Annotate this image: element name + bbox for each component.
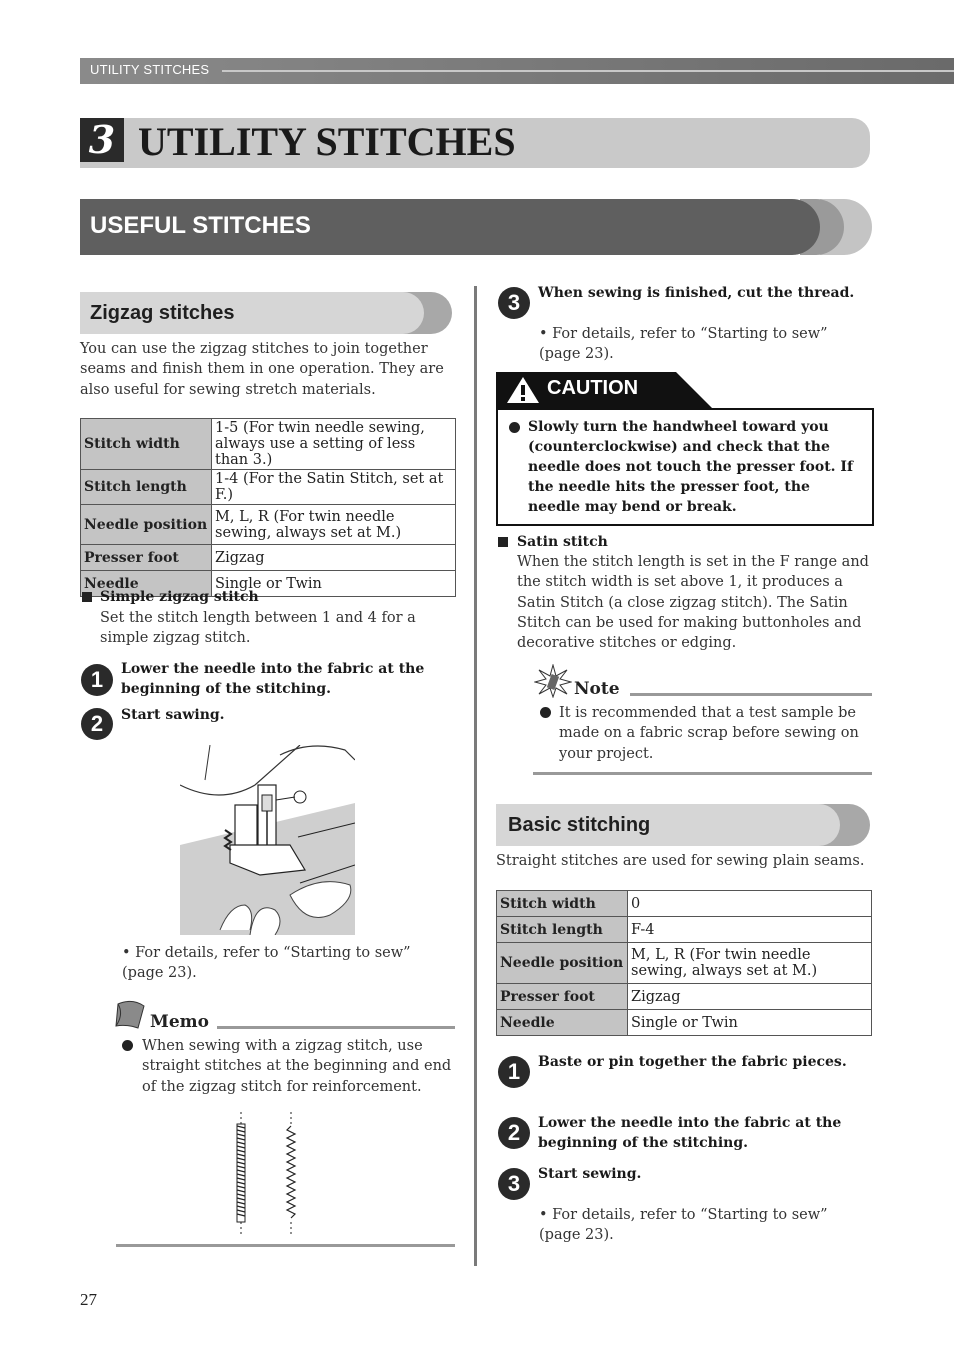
spec-value: Single or Twin [628, 1010, 872, 1036]
simple-zigzag-heading: Simple zigzag stitch [100, 589, 259, 605]
running-header: UTILITY STITCHES [90, 62, 210, 77]
step-number-icon: 2 [498, 1117, 530, 1149]
step-number-icon: 3 [498, 287, 530, 319]
stitch-sample-illustration [225, 1112, 305, 1234]
step-number-icon: 3 [498, 1168, 530, 1200]
spec-key: Stitch width [81, 419, 212, 470]
spec-value: 0 [628, 891, 872, 917]
spec-key: Presser foot [81, 545, 212, 571]
note-bottom-rule [533, 772, 872, 775]
basic-intro: Straight stitches are used for sewing plain seams. [496, 853, 865, 869]
spec-key: Needle position [81, 505, 212, 545]
basic-spec-table [496, 890, 872, 1036]
step-number-icon: 2 [81, 708, 113, 740]
spec-key: Needle [497, 1010, 628, 1036]
note-text: It is recommended that a test sample be made on a fabric scrap before sewing on your project. [559, 705, 859, 762]
zigzag-spec-table [80, 418, 456, 597]
step-text: Start sawing. [121, 707, 225, 723]
memo-rule [217, 1026, 455, 1029]
spec-value: M, L, R (For twin needle sewing, always set at M.) [628, 943, 872, 984]
note-rule [630, 693, 872, 696]
spec-key: Needle [81, 571, 212, 597]
caution-label: CAUTION [547, 377, 639, 399]
memo-bottom-rule [116, 1244, 455, 1247]
spec-value: Single or Twin [212, 571, 456, 597]
spec-value: Zigzag [628, 984, 872, 1010]
header-rule [222, 70, 954, 72]
step-text: Baste or pin together the fabric pieces. [538, 1054, 847, 1070]
warning-icon [506, 376, 540, 404]
spec-key: Needle position [497, 943, 628, 984]
chapter-number: 3 [80, 118, 124, 162]
column-divider [474, 286, 477, 1266]
zigzag-heading: Zigzag stitches [90, 302, 235, 324]
memo-title: Memo [150, 1012, 209, 1032]
memo-icon [114, 1000, 148, 1030]
section-band-cap-light [820, 199, 872, 255]
square-bullet-icon [82, 592, 92, 602]
detail-note: • For details, refer to “Starting to sew” (page 23). [539, 326, 828, 363]
spec-value: F-4 [628, 917, 872, 943]
basic-heading: Basic stitching [508, 814, 651, 836]
step-text: Start sewing. [538, 1166, 642, 1182]
step-text: When sewing is finished, cut the thread. [538, 285, 855, 301]
spec-key: Stitch width [497, 891, 628, 917]
page-number: 27 [80, 1290, 97, 1309]
step-number-icon: 1 [81, 664, 113, 696]
spec-key: Stitch length [497, 917, 628, 943]
note-title: Note [574, 679, 620, 699]
detail-note: • For details, refer to “Starting to sew” (page 23). [539, 1207, 828, 1244]
step-number-icon: 1 [498, 1056, 530, 1088]
memo-text: When sewing with a zigzag stitch, use straight stitches at the beginning and end of the zigzag stitch for reinforcement. [142, 1038, 452, 1095]
bullet-icon [122, 1040, 133, 1051]
sewing-foot-illustration [180, 745, 355, 935]
zigzag-intro: You can use the zigzag stitches to join together seams and finish them in one operation. They are also useful for sewing stretch materials. [80, 341, 444, 398]
bullet-icon [509, 422, 520, 433]
square-bullet-icon [498, 537, 508, 547]
satin-heading: Satin stitch [517, 534, 608, 550]
spec-key: Stitch length [81, 470, 212, 505]
section-title: USEFUL STITCHES [90, 212, 311, 239]
spec-value: 1-5 (For twin needle sewing, always use a setting of less than 3.) [212, 419, 456, 470]
step-text: Lower the needle into the fabric at the beginning of the stitching. [121, 661, 425, 697]
note-icon [534, 664, 572, 698]
spec-value: M, L, R (For twin needle sewing, always set at M.) [212, 505, 456, 545]
caution-text: Slowly turn the handwheel toward you (counterclockwise) and check that the needle does not touch the presser foot. If the needle hits the presser foot, the needle may bend or break. [528, 419, 853, 515]
spec-value: Zigzag [212, 545, 456, 571]
step-text: Lower the needle into the fabric at the beginning of the stitching. [538, 1115, 842, 1151]
simple-zigzag-text: Set the stitch length between 1 and 4 for a simple zigzag stitch. [100, 610, 416, 647]
satin-text: When the stitch length is set in the F range and the stitch width is set above 1, it produces a Satin Stitch (a close zigzag stitch). The Satin Stitch can be used for making buttonholes and decorative stitches or edging. [517, 554, 869, 652]
bullet-icon [540, 707, 551, 718]
detail-note: • For details, refer to “Starting to sew” (page 23). [122, 945, 411, 982]
spec-value: 1-4 (For the Satin Stitch, set at F.) [212, 470, 456, 505]
spec-key: Presser foot [497, 984, 628, 1010]
chapter-title: UTILITY STITCHES [138, 119, 516, 164]
